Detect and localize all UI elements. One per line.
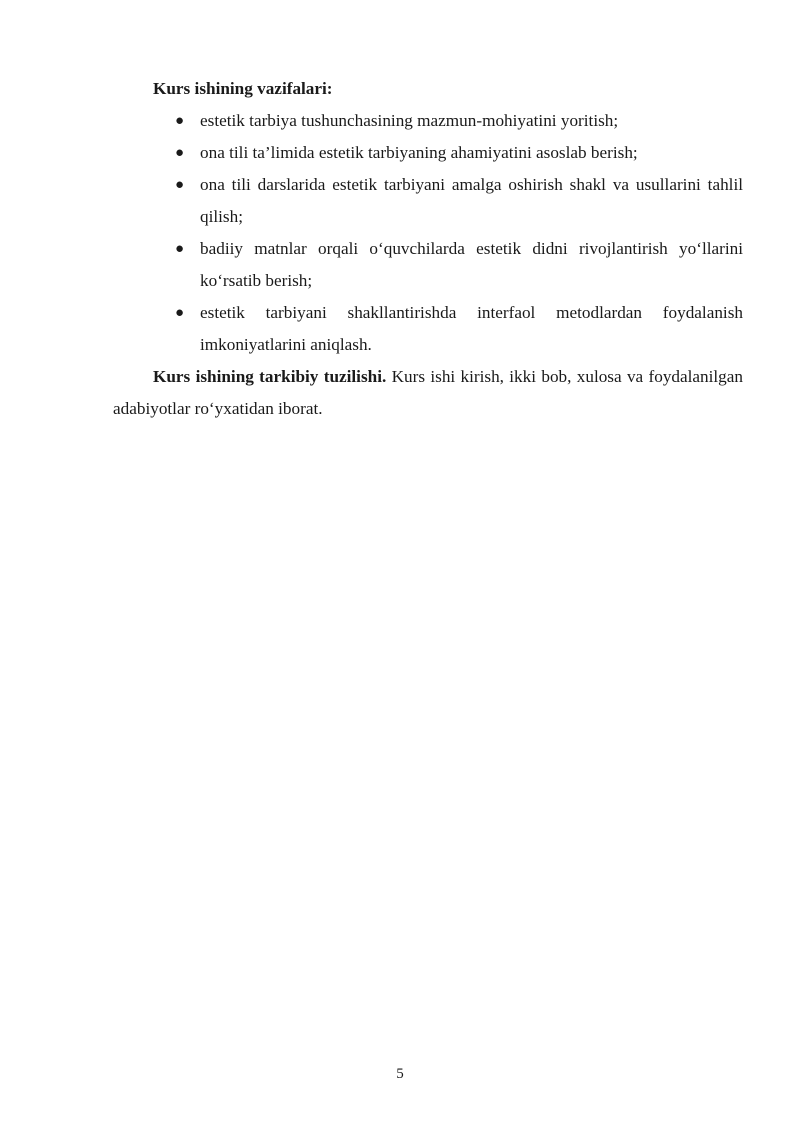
task-text: estetik tarbiya tushunchasining mazmun-mohiyatini yoritish;: [200, 111, 619, 130]
list-item: [113, 105, 743, 137]
bullet-icon: ●: [175, 241, 185, 257]
task-text: badiiy matnlar orqali o‘quvchilarda estetik didni rivojlantirish yo‘llarini ko‘rsatib berish;: [200, 239, 743, 290]
page-number: 5: [396, 1066, 404, 1082]
bullet-icon: ●: [175, 113, 185, 129]
structure-lead: Kurs ishining tarkibiy tuzilishi.: [153, 367, 387, 386]
document-page: [113, 73, 743, 425]
list-item: [113, 137, 743, 169]
list-item: [113, 233, 743, 297]
task-text: ona tili ta’limida estetik tarbiyaning ahamiyatini asoslab berish;: [200, 143, 638, 162]
structure-text: Kurs ishi kirish, ikki bob, xulosa va foydalanilgan adabiyotlar ro‘yxatidan iborat.: [113, 367, 744, 418]
tasks-list: [113, 105, 743, 361]
bullet-icon: ●: [175, 305, 185, 321]
tasks-heading: Kurs ishining vazifalari:: [153, 79, 333, 98]
list-item: [113, 169, 743, 233]
task-text: estetik tarbiyani shakllantirishda interfaol metodlardan foydalanish imkoniyatlarini aniqlash.: [200, 303, 743, 354]
bullet-icon: ●: [175, 177, 185, 193]
task-text: ona tili darslarida estetik tarbiyani amalga oshirish shakl va usullarini tahlil qilish;: [200, 175, 743, 226]
list-item: [113, 297, 743, 361]
structure-paragraph: [113, 361, 743, 425]
bullet-icon: ●: [175, 145, 185, 161]
